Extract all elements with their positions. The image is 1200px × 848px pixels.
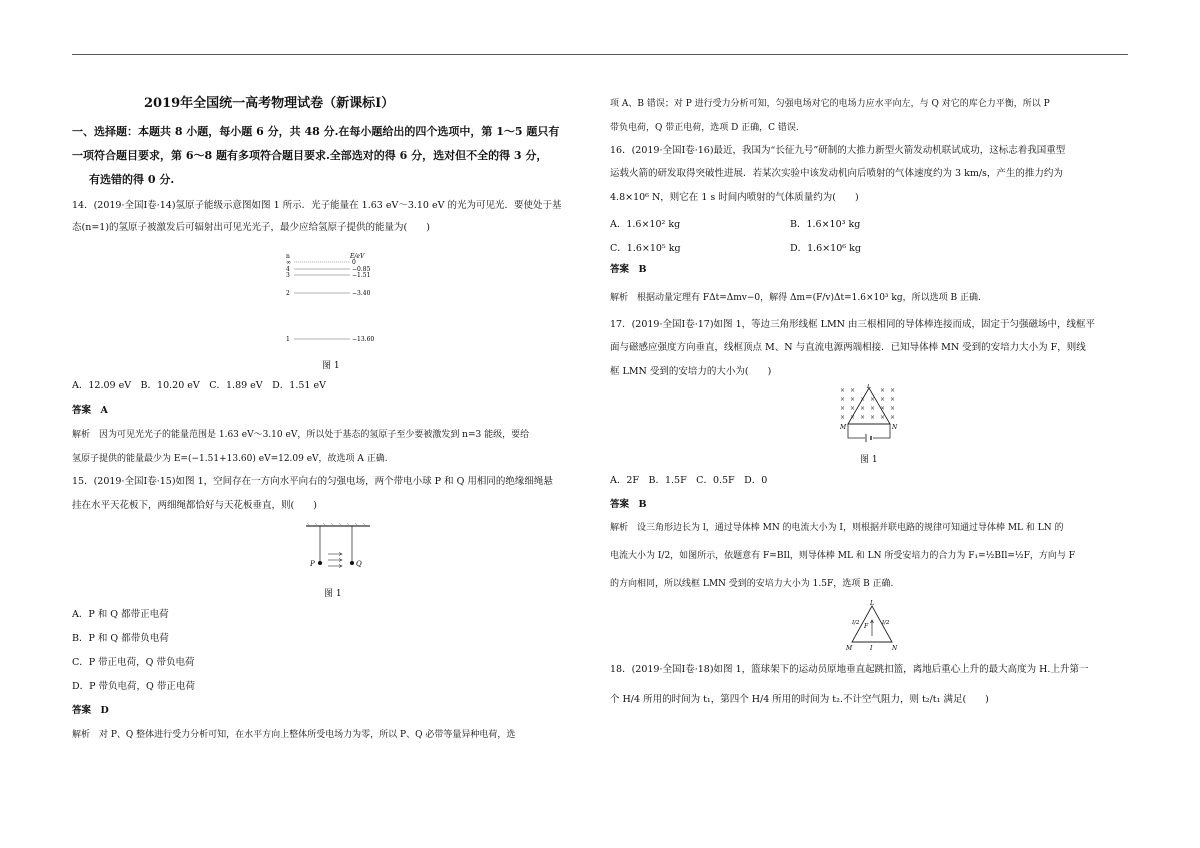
q16-answer: 答案 B <box>610 264 647 275</box>
section-instructions-3: 有选错的得 0 分. <box>89 173 175 186</box>
force-vertex-l: L <box>870 600 874 607</box>
q15-figure-caption: 图 1 <box>324 589 342 599</box>
svg-text:4: 4 <box>286 266 290 273</box>
level-3 <box>286 272 370 279</box>
q15-answer: 答案 D <box>72 705 109 716</box>
force-vertex-n: N <box>892 645 898 652</box>
q17-figure-caption: 图 1 <box>860 455 878 465</box>
page-title: 2019年全国统一高考物理试卷（新课标Ⅰ） <box>144 96 395 111</box>
label-p: P <box>310 560 315 568</box>
q14-answer: 答案 A <box>72 405 108 416</box>
q14-stem-1: 14．(2019·全国Ⅰ卷·14)氢原子能级示意图如图 1 所示．光子能量在 1.63 eV～3.10 eV 的光为可见光．要使处于基 <box>72 200 562 211</box>
q17-analysis-3: 的方向相同，所以线框 LMN 受到的安培力大小为 1.5F，选项 B 正确. <box>610 579 894 589</box>
svg-text:×: × <box>880 387 886 394</box>
svg-text:×: × <box>850 414 856 421</box>
svg-text:×: × <box>840 387 846 394</box>
q16-option-a: A．1.6×10² kg <box>610 219 681 230</box>
n-axis-label: n <box>286 253 290 260</box>
q17-triangle-frame-figure <box>838 384 900 444</box>
vertex-n: N <box>892 424 898 431</box>
svg-text:−0.85: −0.85 <box>352 266 371 273</box>
level-infinity <box>286 259 356 266</box>
vertex-m: M <box>840 424 847 431</box>
svg-text:×: × <box>860 405 866 412</box>
svg-text:−1.51: −1.51 <box>352 272 371 279</box>
q17-answer: 答案 B <box>610 499 647 510</box>
q17-analysis-2: 电流大小为 I/2，如图所示，依题意有 F=BIl，则导体棒 ML 和 LN 所受安培力的合力为 F₁=½BIl=½F，方向与 F <box>610 551 1075 561</box>
q14-stem-2: 态(n=1)的氢原子被激发后可辐射出可见光光子，最少应给氢原子提供的能量为( ) <box>72 222 430 233</box>
q16-option-b: B．1.6×10³ kg <box>790 219 861 230</box>
q15-option-d: D．P 带负电荷，Q 带正电荷 <box>72 681 195 692</box>
svg-text:×: × <box>880 405 886 412</box>
current-half-right: I/2 <box>882 620 890 626</box>
energy-axis-label: E/eV <box>350 253 365 260</box>
q15-option-c: C．P 带正电荷，Q 带负电荷 <box>72 657 195 668</box>
q18-stem-1: 18．(2019·全国Ⅰ卷·18)如图 1，篮球架下的运动员原地垂直起跳扣篮，离地后重心上升的最大高度为 H.上升第一 <box>610 664 1089 675</box>
svg-text:×: × <box>840 396 846 403</box>
svg-text:×: × <box>890 405 896 412</box>
level-1 <box>286 336 374 343</box>
section-instructions-2: 一项符合题目要求，第 6～8 题有多项符合题目要求.全部选对的得 6 分，选对但不全的得 3 分， <box>72 149 548 162</box>
vertex-l: L <box>867 384 871 390</box>
wire-left <box>848 424 865 438</box>
force-label: F <box>864 623 869 630</box>
svg-text:2: 2 <box>286 290 290 297</box>
svg-text:×: × <box>890 414 896 421</box>
svg-text:∞: ∞ <box>286 259 291 266</box>
q16-stem-2: 运载火箭的研发取得突破性进展．若某次实验中该发动机向后喷射的气体速度约为 3 km/s，产生的推力约为 <box>610 168 1063 179</box>
q15-option-b: B．P 和 Q 都带负电荷 <box>72 633 169 644</box>
svg-text:×: × <box>880 414 886 421</box>
svg-text:×: × <box>850 405 856 412</box>
svg-text:×: × <box>840 414 846 421</box>
svg-text:×: × <box>870 405 876 412</box>
q15-stem-2: 挂在水平天花板下，两细绳都恰好与天花板垂直，则( ) <box>72 500 317 511</box>
svg-text:−13.60: −13.60 <box>352 336 375 343</box>
svg-text:×: × <box>870 396 876 403</box>
q15-analysis-1: 解析 对 P、Q 整体进行受力分析可知，在水平方向上整体所受电场力为零，所以 P、Q 必带等量异种电荷，选 <box>72 730 516 740</box>
q17-stem-3: 框 LMN 受到的安培力的大小为( ) <box>610 366 772 377</box>
svg-text:×: × <box>850 387 856 394</box>
current-label: I <box>870 645 873 652</box>
q17-stem-2: 面与磁感应强度方向垂直，线框顶点 M、N 与直流电源两端相接．已知导体棒 MN 受到的安培力大小为 F，则线 <box>610 342 1086 353</box>
force-vertex-m: M <box>846 645 853 652</box>
svg-text:×: × <box>840 405 846 412</box>
q15-analysis-2: 项 A、B 错误；对 P 进行受力分析可知，匀强电场对它的电场力应水平向左，与 Q 对它的库仑力平衡，所以 P <box>610 99 1050 109</box>
svg-text:1: 1 <box>286 336 290 343</box>
q16-stem-1: 16．(2019·全国Ⅰ卷·16)最近，我国为“长征九号”研制的大推力新型火箭发动机联试成功，这标志着我国重型 <box>610 145 1066 156</box>
energy-level-diagram <box>284 250 384 345</box>
label-q: Q <box>356 560 362 568</box>
q14-analysis-1: 解析 因为可见光光子的能量范围是 1.63 eV～3.10 eV，所以处于基态的氢原子至少要被激发到 n=3 能级，要给 <box>72 430 530 440</box>
magnetic-field-crosses <box>840 387 895 421</box>
svg-text:×: × <box>890 396 896 403</box>
svg-text:×: × <box>850 396 856 403</box>
svg-text:×: × <box>860 396 866 403</box>
current-half-left: I/2 <box>852 620 860 626</box>
ball-p <box>318 561 322 565</box>
q16-option-d: D．1.6×10⁶ kg <box>790 243 861 254</box>
header-rule <box>72 54 1128 55</box>
q16-option-c: C．1.6×10⁵ kg <box>610 243 681 254</box>
level-2 <box>286 290 371 297</box>
wire-right <box>873 424 890 438</box>
q15-analysis-3: 带负电荷，Q 带正电荷，选项 D 正确，C 错误. <box>610 123 799 133</box>
q17-stem-1: 17．(2019·全国Ⅰ卷·17)如图 1，等边三角形线框 LMN 由三根相同的导体棒连接而成，固定于匀强磁场中，线框平 <box>610 319 1096 330</box>
svg-text:×: × <box>870 414 876 421</box>
q18-stem-2: 个 H/4 所用的时间为 t₁，第四个 H/4 所用的时间为 t₂.不计空气阻力，则 t₂/t₁ 满足( ) <box>610 694 989 705</box>
svg-text:×: × <box>890 387 896 394</box>
q17-options: A．2F B．1.5F C．0.5F D．0 <box>610 475 768 486</box>
field-arrows <box>328 553 342 568</box>
q16-stem-3: 4.8×10⁶ N，则它在 1 s 时间内喷射的气体质量约为( ) <box>610 192 859 203</box>
q16-analysis: 解析 根据动量定理有 FΔt=Δmv−0，解得 Δm=(F/v)Δt=1.6×10³ kg，所以选项 B 正确. <box>610 293 981 303</box>
q15-stem-1: 15．(2019·全国Ⅰ卷·15)如图 1，空间存在一方向水平向右的匀强电场，两个带电小球 P 和 Q 用相同的绝缘细绳悬 <box>72 476 553 487</box>
section-instructions-1: 一、选择题：本题共 8 小题，每小题 6 分，共 48 分.在每小题给出的四个选项中，第 1～5 题只有 <box>72 125 560 138</box>
svg-text:×: × <box>880 396 886 403</box>
svg-text:0: 0 <box>352 259 356 266</box>
q14-figure-caption: 图 1 <box>322 361 340 371</box>
svg-text:3: 3 <box>286 272 290 279</box>
svg-text:×: × <box>860 414 866 421</box>
q17-force-analysis-figure <box>844 598 902 652</box>
svg-text:−3.40: −3.40 <box>352 290 371 297</box>
q14-analysis-2: 氢原子提供的能量最少为 E=(−1.51+13.60) eV=12.09 eV，故选项 A 正确. <box>72 454 388 464</box>
q14-options: A．12.09 eV B．10.20 eV C．1.89 eV D．1.51 eV <box>72 380 326 391</box>
q17-analysis-1: 解析 设三角形边长为 l，通过导体棒 MN 的电流大小为 I，则根据并联电路的规律可知通过导体棒 ML 和 LN 的 <box>610 523 1064 533</box>
q15-charged-balls-figure <box>304 522 372 578</box>
ball-q <box>350 561 354 565</box>
q15-option-a: A．P 和 Q 都带正电荷 <box>72 609 169 620</box>
